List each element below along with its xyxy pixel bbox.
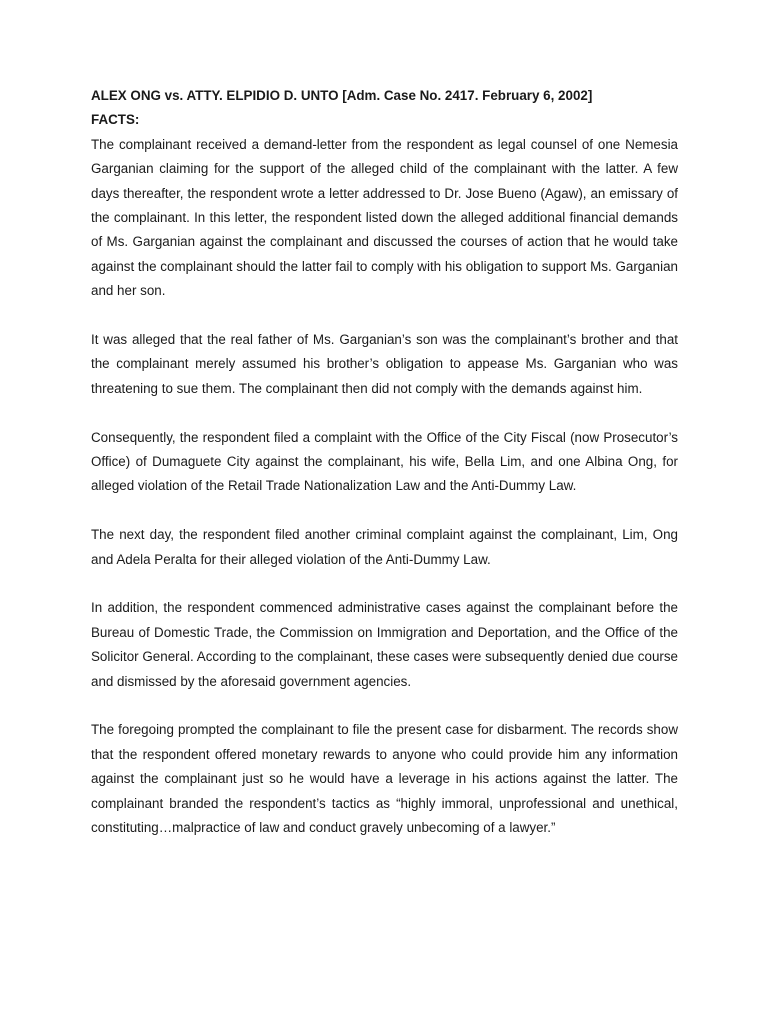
facts-heading: FACTS: [91, 112, 140, 128]
paragraph-5: In addition, the respondent commenced administrative cases against the complainant before the Bureau of Domestic Trade, the Commission on Immigration and Deportation, and the Office of the Solicitor General. According to the complainant, these cases were subsequently denied due course and dismissed by the aforesaid government agencies. [91, 600, 678, 689]
facts-body [91, 133, 678, 841]
paragraph-1: The complainant received a demand-letter from the respondent as legal counsel of one Nemesia Garganian claiming for the support of the alleged child of the complainant with the latter. A few days thereafter, the respondent wrote a letter addressed to Dr. Jose Bueno (Agaw), an emissary of the complainant. In this letter, the respondent listed down the alleged additional financial demands of Ms. Garganian against the complainant and discussed the courses of action that he would take against the complainant should the latter fail to comply with his obligation to support Ms. Garganian and her son. [91, 136, 678, 299]
paragraph-2: It was alleged that the real father of Ms. Garganian’s son was the complainant’s brother and that the complainant merely assumed his brother’s obligation to appease Ms. Garganian who was threatening to sue them. The complainant then did not comply with the demands against him. [91, 332, 678, 396]
paragraph-3: Consequently, the respondent filed a complaint with the Office of the City Fiscal (now Prosecutor’s Office) of Dumaguete City against the complainant, his wife, Bella Lim, and one Albina Ong, for alleged violation of the Retail Trade Nationalization Law and the Anti-Dummy Law. [91, 429, 678, 494]
paragraph-6: The foregoing prompted the complainant to file the present case for disbarment. The records show that the respondent offered monetary rewards to anyone who could provide him any information against the complainant just so he would have a leverage in his actions against the latter. The complainant branded the respondent’s tactics as “highly immoral, unprofessional and unethical, constituting…malpractice of law and conduct gravely unbecoming of a lawyer.” [91, 722, 678, 836]
case-title: ALEX ONG vs. ATTY. ELPIDIO D. UNTO [Adm. Case No. 2417. February 6, 2002] [91, 88, 593, 103]
document-page [91, 84, 678, 841]
paragraph-4: The next day, the respondent filed another criminal complaint against the complainant, Lim, Ong and Adela Peralta for their alleged violation of the Anti-Dummy Law. [91, 527, 678, 567]
